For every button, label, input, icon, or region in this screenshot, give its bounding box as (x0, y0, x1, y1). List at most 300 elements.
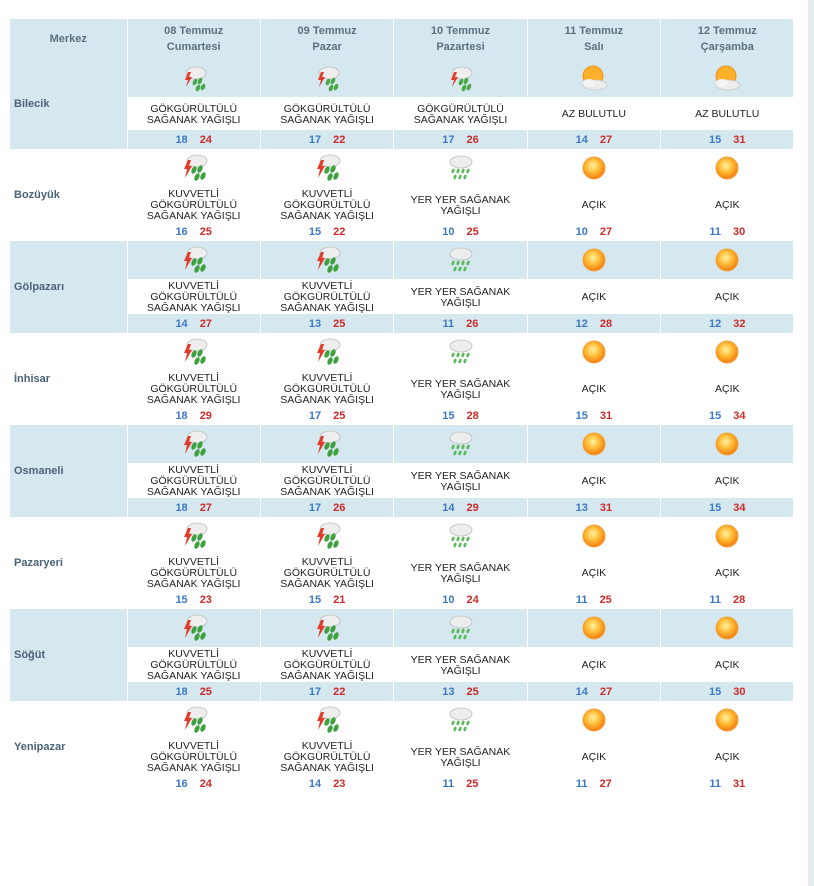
sun-icon (579, 619, 609, 636)
temperature-cell (127, 682, 260, 701)
low-temperature: 11 (575, 593, 588, 606)
low-temperature: 14 (175, 317, 188, 330)
condition-text: AÇIK (581, 383, 607, 395)
temperature-cell (127, 774, 260, 793)
temperature-row (10, 774, 794, 793)
weather-icon-cell (127, 425, 260, 463)
condition-text: SAĞANAK YAĞIŞLI (146, 762, 241, 774)
temperature-cell (260, 130, 393, 149)
condition-text: SAĞANAK YAĞIŞLI (146, 302, 241, 314)
condition-cell (127, 279, 260, 314)
high-temperature: 22 (333, 133, 346, 146)
condition-text: KUVVETLİ (301, 648, 353, 660)
high-temperature: 22 (333, 225, 346, 238)
showers-icon (445, 527, 475, 544)
day-date: 11 Temmuz (564, 25, 624, 37)
condition-text: YER YER SAĞANAK (410, 377, 511, 390)
condition-cell (527, 371, 660, 406)
high-temperature: 26 (466, 317, 479, 330)
condition-cell (127, 187, 260, 222)
temperature-cell (127, 130, 260, 149)
sun-icon (579, 527, 609, 544)
sun-icon (712, 343, 742, 360)
sun-icon (579, 159, 609, 176)
condition-text: AÇIK (581, 291, 607, 303)
condition-text: YAĞIŞLI (440, 204, 481, 217)
condition-cell (527, 739, 660, 774)
condition-cell (260, 555, 393, 590)
condition-cell (260, 371, 393, 406)
location-row (10, 333, 794, 371)
high-temperature: 28 (466, 409, 479, 422)
sun-icon (579, 251, 609, 268)
condition-cell (394, 555, 527, 590)
high-temperature: 26 (466, 133, 479, 146)
temperature-cell (661, 774, 794, 793)
condition-text: SAĞANAK YAĞIŞLI (146, 210, 241, 222)
temperature-cell (394, 590, 527, 609)
temperature-cell (527, 222, 660, 241)
low-temperature: 15 (308, 225, 322, 238)
high-temperature: 28 (599, 317, 613, 330)
heavy-thunderstorm-icon (312, 711, 342, 728)
temperature-cell (661, 130, 794, 149)
temperature-row (10, 314, 794, 333)
low-temperature: 14 (575, 685, 588, 698)
condition-cell (527, 187, 660, 222)
heavy-thunderstorm-icon (179, 159, 209, 176)
sun-icon (712, 159, 742, 176)
condition-cell (661, 97, 794, 130)
weather-icon-cell (527, 517, 660, 555)
temperature-row (10, 682, 794, 701)
condition-text: GÖKGÜRÜLTÜLÜ (417, 102, 504, 115)
condition-cell (394, 97, 527, 130)
condition-cell (260, 279, 393, 314)
condition-text: GÖKGÜRÜLTÜLÜ (283, 751, 371, 763)
day-name: Çarşamba (700, 41, 754, 53)
day-header (127, 19, 260, 59)
location-name: Bilecik (10, 59, 127, 149)
weather-icon-cell (260, 333, 393, 371)
condition-cell (661, 555, 794, 590)
condition-text: KUVVETLİ (301, 188, 353, 200)
condition-text: GÖKGÜRÜLTÜLÜ (150, 659, 238, 671)
thunderstorm-icon (312, 69, 342, 86)
low-temperature: 17 (308, 501, 322, 514)
condition-cell (661, 187, 794, 222)
heavy-thunderstorm-icon (312, 527, 342, 544)
condition-text: KUVVETLİ (168, 372, 220, 384)
condition-text: GÖKGÜRÜLTÜLÜ (283, 102, 371, 115)
heavy-thunderstorm-icon (179, 343, 209, 360)
high-temperature: 31 (599, 501, 613, 514)
temperature-cell (394, 130, 527, 149)
condition-cell (127, 371, 260, 406)
day-date: 09 Temmuz (297, 25, 357, 37)
temperature-cell (394, 222, 527, 241)
temperature-cell (394, 774, 527, 793)
sun-icon (579, 343, 609, 360)
location-header: Merkez (10, 19, 127, 59)
high-temperature: 24 (199, 777, 212, 790)
low-temperature: 17 (308, 133, 322, 146)
condition-text: AÇIK (715, 475, 740, 487)
condition-text: AÇIK (581, 199, 607, 211)
condition-row (10, 739, 794, 774)
high-temperature: 27 (599, 225, 613, 238)
day-header (661, 19, 794, 59)
weather-icon-cell (127, 149, 260, 187)
condition-text: KUVVETLİ (168, 556, 220, 568)
condition-cell (394, 187, 527, 222)
location-row (10, 425, 794, 463)
heavy-thunderstorm-icon (312, 435, 342, 452)
heavy-thunderstorm-icon (179, 435, 209, 452)
weather-icon-cell (394, 59, 527, 97)
condition-text: SAĞANAK YAĞIŞLI (146, 578, 241, 590)
heavy-thunderstorm-icon (312, 251, 342, 268)
temperature-cell (260, 590, 393, 609)
condition-text: SAĞANAK YAĞIŞLI (146, 394, 241, 406)
condition-cell (661, 463, 794, 498)
condition-text: YAĞIŞLI (440, 664, 481, 677)
temperature-cell (127, 498, 260, 517)
condition-row (10, 647, 794, 682)
low-temperature: 15 (442, 409, 455, 422)
weather-icon-cell (127, 59, 260, 97)
heavy-thunderstorm-icon (179, 251, 209, 268)
condition-cell (527, 97, 660, 130)
condition-text: SAĞANAK YAĞIŞLI (280, 578, 374, 590)
weather-icon-cell (527, 241, 660, 279)
high-temperature: 22 (333, 685, 346, 698)
location-name: Bozüyük (10, 149, 127, 241)
low-temperature: 14 (575, 133, 588, 146)
low-temperature: 13 (575, 501, 588, 514)
high-temperature: 23 (199, 593, 212, 606)
temperature-cell (394, 682, 527, 701)
day-date: 12 Temmuz (697, 25, 757, 37)
partly-cloudy-icon (579, 69, 609, 86)
location-name: Osmaneli (10, 425, 127, 517)
low-temperature: 10 (442, 225, 455, 238)
weather-icon-cell (394, 517, 527, 555)
weather-icon-cell (127, 241, 260, 279)
condition-text: SAĞANAK YAĞIŞLI (413, 113, 508, 126)
temperature-cell (527, 774, 660, 793)
condition-text: SAĞANAK YAĞIŞLI (146, 670, 241, 682)
temperature-cell (661, 682, 794, 701)
temperature-cell (127, 222, 260, 241)
day-header (260, 19, 393, 59)
sun-icon (712, 251, 742, 268)
high-temperature: 27 (599, 777, 612, 790)
day-name: Pazar (312, 41, 342, 53)
condition-text: YAĞIŞLI (440, 572, 481, 585)
weather-icon-cell (661, 517, 794, 555)
condition-cell (394, 463, 527, 498)
temperature-row (10, 406, 794, 425)
day-date: 08 Temmuz (164, 25, 224, 37)
low-temperature: 14 (442, 501, 455, 514)
weather-icon-cell (260, 425, 393, 463)
heavy-thunderstorm-icon (179, 711, 209, 728)
weather-icon-cell (661, 609, 794, 647)
condition-cell (127, 647, 260, 682)
showers-icon (445, 251, 475, 268)
condition-text: GÖKGÜRÜLTÜLÜ (283, 567, 371, 579)
low-temperature: 11 (575, 777, 588, 790)
low-temperature: 10 (575, 225, 588, 238)
condition-text: GÖKGÜRÜLTÜLÜ (283, 199, 371, 211)
sun-icon (712, 435, 742, 452)
showers-icon (445, 619, 475, 636)
weather-icon-cell (661, 149, 794, 187)
forecast-table-container (10, 19, 794, 793)
condition-cell (661, 279, 794, 314)
low-temperature: 17 (308, 685, 322, 698)
condition-text: GÖKGÜRÜLTÜLÜ (150, 751, 238, 763)
high-temperature: 25 (199, 225, 212, 238)
condition-cell (260, 97, 393, 130)
temperature-cell (661, 590, 794, 609)
condition-cell (394, 739, 527, 774)
condition-text: GÖKGÜRÜLTÜLÜ (150, 102, 238, 115)
location-name: Pazaryeri (10, 517, 127, 609)
low-temperature: 11 (709, 593, 721, 606)
condition-cell (394, 371, 527, 406)
condition-cell (260, 463, 393, 498)
condition-text: SAĞANAK YAĞIŞLI (146, 486, 241, 498)
temperature-cell (260, 498, 393, 517)
forecast-table (10, 19, 794, 793)
showers-icon (445, 435, 475, 452)
location-name: Yenipazar (10, 701, 127, 793)
location-row (10, 241, 794, 279)
condition-text: KUVVETLİ (301, 372, 353, 384)
condition-cell (127, 555, 260, 590)
high-temperature: 29 (199, 409, 212, 422)
condition-text: YAĞIŞLI (440, 388, 481, 401)
thunderstorm-icon (445, 69, 475, 86)
low-temperature: 15 (308, 593, 322, 606)
temperature-cell (661, 406, 794, 425)
day-header (527, 19, 660, 59)
temperature-cell (260, 406, 393, 425)
low-temperature: 11 (442, 777, 455, 790)
low-temperature: 15 (575, 409, 588, 422)
high-temperature: 32 (733, 317, 746, 330)
location-name: İnhisar (10, 333, 127, 425)
page-edge-rail (808, 0, 814, 886)
sun-icon (712, 619, 742, 636)
weather-icon-cell (394, 425, 527, 463)
heavy-thunderstorm-icon (179, 527, 209, 544)
condition-cell (527, 463, 660, 498)
condition-cell (394, 279, 527, 314)
condition-text: AÇIK (581, 659, 607, 671)
location-name: Gölpazarı (10, 241, 127, 333)
weather-icon-cell (127, 609, 260, 647)
temperature-cell (661, 314, 794, 333)
showers-icon (445, 159, 475, 176)
condition-text: SAĞANAK YAĞIŞLI (280, 113, 374, 126)
condition-text: SAĞANAK YAĞIŞLI (280, 762, 374, 774)
location-row (10, 609, 794, 647)
weather-icon-cell (260, 517, 393, 555)
condition-text: YER YER SAĞANAK (410, 285, 511, 298)
condition-text: AÇIK (581, 475, 607, 487)
condition-text: YER YER SAĞANAK (410, 469, 511, 482)
high-temperature: 25 (333, 317, 346, 330)
condition-text: AÇIK (581, 751, 607, 763)
low-temperature: 12 (709, 317, 722, 330)
condition-text: SAĞANAK YAĞIŞLI (280, 210, 374, 222)
temperature-cell (527, 130, 660, 149)
temperature-cell (127, 314, 260, 333)
condition-cell (527, 279, 660, 314)
high-temperature: 26 (333, 501, 346, 514)
low-temperature: 15 (709, 133, 722, 146)
condition-cell (127, 739, 260, 774)
high-temperature: 27 (599, 685, 613, 698)
condition-cell (394, 647, 527, 682)
day-name: Salı (584, 41, 604, 53)
low-temperature: 15 (175, 593, 188, 606)
condition-text: KUVVETLİ (168, 464, 220, 476)
condition-text: AZ BULUTLU (695, 108, 760, 120)
weather-icon-cell (260, 59, 393, 97)
temperature-cell (127, 406, 260, 425)
condition-text: KUVVETLİ (168, 648, 220, 660)
weather-icon-cell (127, 701, 260, 739)
low-temperature: 18 (175, 133, 188, 146)
low-temperature: 13 (442, 685, 455, 698)
low-temperature: 18 (175, 685, 188, 698)
weather-icon-cell (527, 701, 660, 739)
temperature-cell (527, 406, 660, 425)
condition-cell (661, 739, 794, 774)
condition-cell (661, 371, 794, 406)
condition-text: KUVVETLİ (301, 280, 353, 292)
condition-text: SAĞANAK YAĞIŞLI (280, 486, 374, 498)
high-temperature: 25 (466, 777, 479, 790)
high-temperature: 28 (732, 593, 746, 606)
weather-icon-cell (527, 333, 660, 371)
high-temperature: 24 (199, 133, 212, 146)
condition-text: GÖKGÜRÜLTÜLÜ (150, 475, 238, 487)
sun-icon (579, 435, 609, 452)
temperature-cell (260, 314, 393, 333)
condition-text: KUVVETLİ (168, 740, 220, 752)
weather-icon-cell (527, 609, 660, 647)
condition-cell (127, 97, 260, 130)
high-temperature: 25 (199, 685, 212, 698)
temperature-cell (260, 774, 393, 793)
high-temperature: 27 (199, 501, 212, 514)
high-temperature: 34 (733, 501, 746, 514)
condition-cell (127, 463, 260, 498)
condition-text: GÖKGÜRÜLTÜLÜ (283, 291, 371, 303)
weather-icon-cell (661, 241, 794, 279)
condition-cell (527, 647, 660, 682)
temperature-cell (127, 590, 260, 609)
weather-icon-cell (661, 425, 794, 463)
weather-icon-cell (260, 609, 393, 647)
low-temperature: 17 (308, 409, 322, 422)
showers-icon (445, 711, 475, 728)
low-temperature: 18 (175, 501, 188, 514)
condition-text: YER YER SAĞANAK (410, 745, 511, 758)
sun-icon (579, 711, 609, 728)
location-row (10, 517, 794, 555)
low-temperature: 11 (709, 225, 721, 238)
condition-text: AÇIK (715, 751, 740, 763)
heavy-thunderstorm-icon (312, 343, 342, 360)
temperature-cell (661, 222, 794, 241)
high-temperature: 21 (333, 593, 346, 606)
condition-text: AÇIK (715, 567, 740, 579)
condition-text: YER YER SAĞANAK (410, 653, 511, 666)
low-temperature: 11 (442, 317, 455, 330)
condition-text: AÇIK (581, 567, 607, 579)
condition-text: KUVVETLİ (301, 740, 353, 752)
high-temperature: 27 (599, 133, 613, 146)
high-temperature: 25 (599, 593, 612, 606)
high-temperature: 31 (599, 409, 613, 422)
condition-text: SAĞANAK YAĞIŞLI (146, 113, 241, 126)
condition-text: YAĞIŞLI (440, 480, 481, 493)
condition-text: YAĞIŞLI (440, 296, 481, 309)
day-name: Cumartesi (166, 41, 221, 53)
weather-icon-cell (661, 59, 794, 97)
condition-text: YER YER SAĞANAK (410, 561, 511, 574)
condition-text: AZ BULUTLU (561, 108, 626, 120)
temperature-row (10, 130, 794, 149)
heavy-thunderstorm-icon (312, 159, 342, 176)
temperature-row (10, 498, 794, 517)
weather-icon-cell (527, 425, 660, 463)
temperature-cell (661, 498, 794, 517)
condition-text: GÖKGÜRÜLTÜLÜ (150, 291, 238, 303)
condition-text: GÖKGÜRÜLTÜLÜ (150, 567, 238, 579)
condition-text: SAĞANAK YAĞIŞLI (280, 670, 374, 682)
temperature-cell (260, 222, 393, 241)
high-temperature: 31 (732, 777, 746, 790)
high-temperature: 24 (466, 593, 479, 606)
high-temperature: 31 (733, 133, 746, 146)
low-temperature: 11 (709, 777, 721, 790)
condition-text: KUVVETLİ (168, 188, 220, 200)
condition-text: GÖKGÜRÜLTÜLÜ (150, 383, 238, 395)
condition-row (10, 555, 794, 590)
header-row (10, 19, 794, 59)
temperature-cell (394, 498, 527, 517)
condition-row (10, 279, 794, 314)
temperature-cell (527, 498, 660, 517)
weather-icon-cell (394, 609, 527, 647)
condition-row (10, 463, 794, 498)
low-temperature: 16 (175, 777, 188, 790)
weather-icon-cell (260, 241, 393, 279)
location-name: Söğüt (10, 609, 127, 701)
condition-text: AÇIK (715, 199, 740, 211)
weather-icon-cell (661, 701, 794, 739)
weather-icon-cell (394, 241, 527, 279)
temperature-cell (527, 682, 660, 701)
day-header (394, 19, 527, 59)
